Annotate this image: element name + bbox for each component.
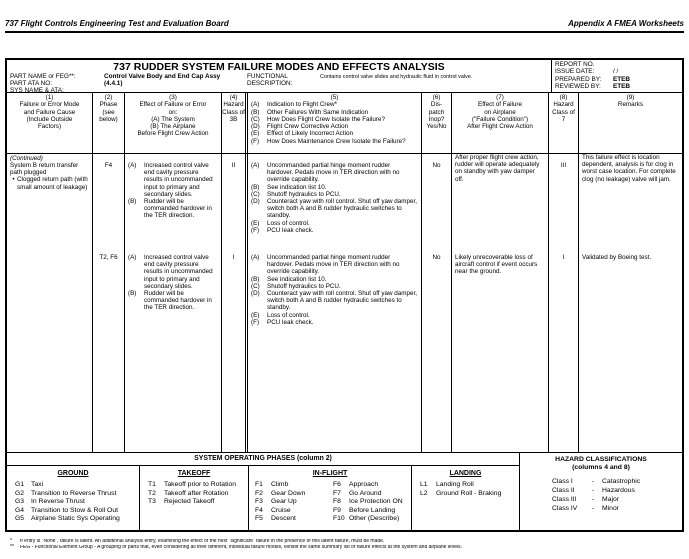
part-ata-label: PART ATA NO: [10, 80, 53, 87]
sys-name-label: SYS NAME & ATA: [10, 87, 64, 94]
hazard7-entry-1: III [560, 162, 567, 169]
table-body [7, 154, 682, 452]
prepared-by-row: PREPARED BY: ETEB [555, 75, 631, 83]
page-header-left: 737 Flight Controls Engineering Test and Evaluation Board [5, 19, 229, 28]
col-header-2: (2) Phase (see below) [93, 93, 125, 153]
page-header [5, 19, 684, 33]
col-header-9: (9) Remarks [617, 94, 644, 109]
document-title: 737 RUDDER SYSTEM FAILURE MODES AND EFFECTS ANALYSIS [113, 61, 445, 73]
effect-entry-1: (A) Increased control valve end cavity pressure results in uncommanded input to primary and secondary slides. (B) Rudder will be commanded hardover in the TER direction. [128, 162, 213, 220]
effect-after-entry-2: Likely unrecoverable loss of aircraft control if event occurs near the ground. [455, 254, 538, 276]
remarks-entry-2: Validated by Boeing test. [582, 254, 652, 261]
cell-indication [245, 154, 422, 452]
col-header-1: (1) Failure or Error Mode and Failure Cause (Include Outside Factors) [7, 93, 93, 153]
phases-inflight: IN-FLIGHT F1 Climb F2 Gear Down F3 Gear Up F4 Cruise F5 Descent F6 Approach F7 Go Around F8 Ice Protection ON F9 Before Landing F10 Other (Describe) [249, 466, 412, 530]
title-block [7, 60, 682, 93]
phase-entry-2: T2, F6 [99, 254, 118, 261]
column-header-row [7, 93, 682, 154]
reviewed-by-row: REVIEWED BY: ETEB [555, 83, 631, 91]
footnote-1: * If entry is "None", failure is latent. An additional analysis entry, examining the effect of the next "significant" failure in the presence of this latent failure, must be made. [10, 538, 385, 544]
operating-phases-section [7, 453, 520, 530]
failure-cause-bullet: • Clogged return path (with small amount of leakage) [12, 176, 88, 191]
phases-landing: LANDING L1 Landing Roll L2 Ground Roll - Braking [420, 470, 502, 497]
failure-mode-text: System B return transfer path plugged [10, 162, 79, 177]
col-header-5: (5) (A) Indication to Flight Crew* (B) Other Failures With Same Indication (C) How Does Flight Crew Isolate the Failure? (D) Flight Crew Corrective Action (E) Effect of Likely Incorrect Action (F) How Does Maintenance Crew Isolate the Failure? [245, 93, 422, 153]
phases-takeoff: TAKEOFF T1 Takeoff prior to Rotation T2 Takeoff after Rotation T3 Rejected Takeoff [140, 466, 249, 530]
continued-label: (Continued) [10, 155, 43, 162]
title-block-left [7, 60, 551, 92]
dispatch-entry-2: No [432, 254, 441, 261]
phase-entry-1: F4 [104, 162, 113, 169]
reviewed-by-value: ETEB [613, 83, 631, 91]
issue-date-row: ISSUE DATE: / / [555, 68, 619, 76]
part-ata-row [7, 80, 551, 87]
fmea-table [5, 58, 684, 532]
col-header-6: (6) Dis- patch Inop? Yes/No [422, 93, 452, 153]
col-header-8: (8) Hazard Class of 7 [549, 93, 579, 153]
hazard4-entry-2: I [232, 254, 235, 261]
part-name-label: PART NAME or FEG**: [10, 73, 76, 80]
indication-entry-1: (A) Uncommanded partial hinge moment rudder hardover. Pedals move in TER direction with no override capability. (B) See indication list 10. (C) Shutoff hydraulics to PCU. (D) Counteract yaw with roll control. Shut off yaw damper, switch both A and B rudder hydraulic switches to standby. (E) Loss of control. (F) PCU leak check. [251, 162, 418, 234]
part-name-row [7, 73, 551, 80]
col-header-4: (4) Hazard Class of 3B [222, 94, 245, 123]
cell-hazard-class-3b [222, 154, 245, 452]
effect-after-entry-1: After proper flight crew action, rudder will operate adequately on standby with yaw damper off. [455, 154, 540, 183]
part-ata-value: (4.4.1) [104, 80, 123, 87]
cell-phase [93, 154, 125, 452]
footnotes [10, 539, 682, 551]
page-header-right: Appendix A FMEA Worksheets [568, 19, 684, 28]
phases-ground: GROUND G1 Taxi G2 Transition to Reverse Thrust G3 In Reverse Thrust G4 Transition to Stow & Roll Out G5 Airplane Static Sys Operating [7, 466, 140, 530]
sys-name-row [7, 87, 551, 94]
issue-date-value: / / [613, 68, 619, 76]
cell-effect-after [452, 154, 549, 452]
report-no-row: REPORT NO. [555, 61, 595, 68]
hazard4-entry-1: II [231, 162, 236, 169]
cell-failure-mode [7, 154, 93, 452]
col-header-7: (7) Effect of Failure on Airplane ("Failure Condition") After Flight Crew Action [452, 93, 549, 153]
cell-dispatch [422, 154, 452, 452]
part-name-value: Control Valve Body and End Cap Assy [104, 73, 221, 80]
cell-effect [125, 154, 222, 452]
effect-entry-2: (A) Increased control valve end cavity pressure results in uncommanded input to primary and secondary slides. (B) Rudder will be commanded hardover in the TER direction. [128, 254, 213, 312]
legend-section [7, 452, 682, 530]
functional-label-2: DESCRIPTION: [247, 80, 293, 87]
phases-header: SYSTEM OPERATING PHASES (column 2) [7, 453, 519, 466]
prepared-by-value: ETEB [613, 75, 631, 83]
dispatch-entry-1: No [432, 162, 441, 169]
cell-remarks [579, 154, 682, 452]
hazard7-entry-2: I [562, 254, 565, 261]
report-info-box [551, 60, 682, 92]
hazard-classifications-box: HAZARD CLASSIFICATIONS (columns 4 and 8) Class I - Catastrophic Class II - Hazardous Class III - Major Class IV - Minor [552, 456, 647, 512]
indication-entry-2: (A) Uncommanded partial hinge moment rudder hardover. Pedals move in TER direction with no override capability. (B) See indication list 10. (C) Shutoff hydraulics to PCU. (D) Counteract yaw with roll control. Shut off yaw damper, switch both A and B rudder hydraulic switches to standby. (E) Loss of control. (F) PCU leak check. [251, 254, 418, 326]
remarks-entry-1: This failure effect is location dependent, analysis is for clog in worst case location. For complete clog (no leakage) valve will jam. [582, 154, 676, 183]
footnote-2: ** FEG - Functional Element Group - A grouping of parts that, even considering all their different, individual failure modes, exhibit the same summary list of failure effects at the system and airplane levels. [10, 543, 462, 550]
cell-hazard-class-7 [549, 154, 579, 452]
functional-description-value: Contains control valve slides and hydraulic fluid in control valve. [320, 74, 473, 80]
functional-label-1: FUNCTIONAL [247, 73, 288, 80]
col-header-3: (3) Effect of Failure or Error on: (A) The System (B) The Airplane Before Flight Crew Action [125, 93, 222, 153]
